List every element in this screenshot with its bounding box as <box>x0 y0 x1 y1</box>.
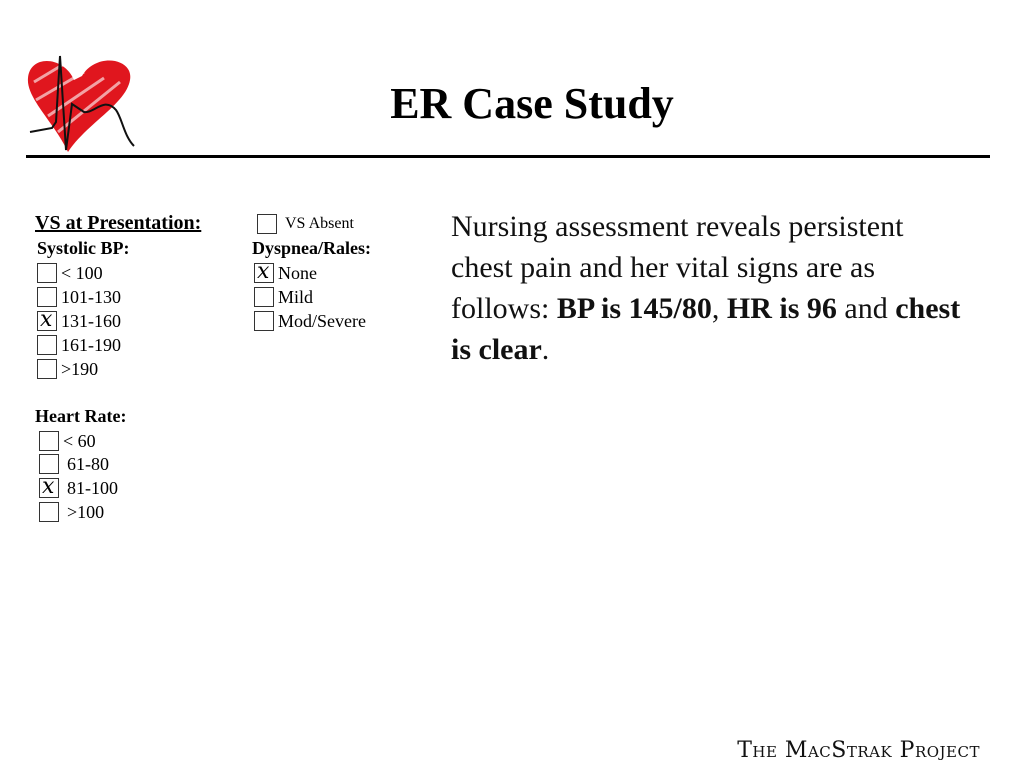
narrative-end: . <box>541 333 550 366</box>
check-mark: x <box>40 307 53 332</box>
systolic-heading: Systolic BP: <box>37 238 130 258</box>
footer-brand: The MacStrak Project <box>737 738 980 763</box>
assessment-narrative <box>451 206 971 370</box>
checkbox-icon[interactable] <box>37 359 57 379</box>
option-label: 101-130 <box>61 287 121 307</box>
option-label: >100 <box>67 502 105 522</box>
vs-absent-option[interactable] <box>257 214 354 234</box>
systolic-option[interactable] <box>37 334 121 356</box>
heart-rate-option[interactable] <box>39 430 96 452</box>
checkbox-icon[interactable] <box>39 431 59 451</box>
narrative-text: Nursing assessment reveals persistent chest pain and her vital signs are as follows: <box>451 210 904 325</box>
vs-heading: VS at Presentation: <box>35 212 202 234</box>
checkbox-icon[interactable] <box>254 259 274 284</box>
narrative-separator: , <box>711 292 727 325</box>
checkbox-icon[interactable] <box>254 311 274 331</box>
hr-value: HR is 96 <box>726 292 837 325</box>
slide-title: ER Case Study <box>390 79 674 128</box>
checkbox-icon[interactable] <box>37 307 57 332</box>
checkbox-icon[interactable] <box>39 454 59 474</box>
checkbox-icon[interactable] <box>254 287 274 307</box>
bp-value: BP is 145/80 <box>556 292 712 325</box>
check-mark: x <box>257 259 270 284</box>
option-label: < 100 <box>61 263 103 283</box>
dyspnea-heading: Dyspnea/Rales: <box>252 238 372 258</box>
option-label: 131-160 <box>61 311 121 331</box>
vs-absent-label: VS Absent <box>285 215 354 232</box>
option-label: >190 <box>61 359 99 379</box>
heart-rate-option[interactable] <box>39 474 118 499</box>
checkbox-icon[interactable] <box>257 214 277 234</box>
option-label: None <box>278 263 317 283</box>
dyspnea-option[interactable] <box>254 310 366 332</box>
heart-rate-option[interactable] <box>39 453 109 475</box>
option-label: Mod/Severe <box>278 311 366 331</box>
check-mark: x <box>42 474 55 499</box>
checkbox-icon[interactable] <box>39 474 59 499</box>
option-label: < 60 <box>63 431 96 451</box>
option-label: 81-100 <box>67 478 118 498</box>
option-label: 161-190 <box>61 335 121 355</box>
option-label: Mild <box>278 287 314 307</box>
systolic-option[interactable] <box>37 358 98 380</box>
chest-finding: chest is clear <box>451 292 961 366</box>
dyspnea-option[interactable] <box>254 259 317 284</box>
heart-rate-heading: Heart Rate: <box>35 406 127 426</box>
title-divider <box>26 155 990 158</box>
dyspnea-option[interactable] <box>254 286 313 308</box>
checkbox-icon[interactable] <box>39 502 59 522</box>
narrative-and: and <box>836 292 896 325</box>
checkbox-icon[interactable] <box>37 335 57 355</box>
systolic-option[interactable] <box>37 262 103 284</box>
systolic-option[interactable] <box>37 307 121 332</box>
option-label: 61-80 <box>67 454 109 474</box>
checkbox-icon[interactable] <box>37 263 57 283</box>
checkbox-icon[interactable] <box>37 287 57 307</box>
heart-rate-option[interactable] <box>39 501 104 523</box>
systolic-option[interactable] <box>37 286 121 308</box>
